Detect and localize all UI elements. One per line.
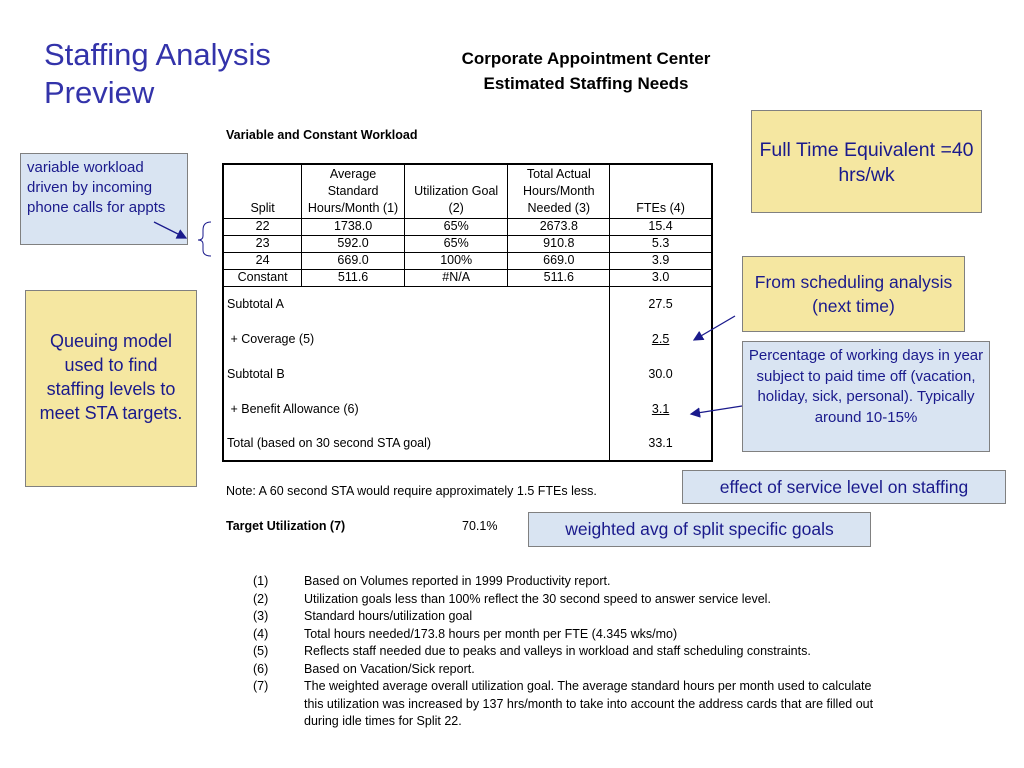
table-cell: 3.9 [610, 252, 712, 269]
callout-paid-time-off: Percentage of working days in year subject to paid time off (vacation, holiday, sick, personal). Typically around 10-15% [742, 341, 990, 452]
table-cell: Constant [223, 269, 302, 286]
callout-weighted-average: weighted avg of split specific goals [528, 512, 871, 547]
summary-label-text: + Benefit Allowance (6) [227, 401, 359, 416]
summary-value-text: 3.1 [651, 401, 670, 416]
arrow-to-coverage [694, 316, 735, 340]
summary-label-text: + Coverage (5) [227, 331, 315, 346]
table-cell: 23 [223, 235, 302, 252]
summary-value: 27.5 [610, 286, 712, 321]
section-label: Variable and Constant Workload [226, 128, 418, 142]
table-cell: 910.8 [508, 235, 610, 252]
footnote-text: Standard hours/utilization goal [304, 609, 473, 623]
summary-label: Subtotal B [223, 356, 610, 391]
summary-label: Total (based on 30 second STA goal) [223, 426, 610, 461]
summary-value: 33.1 [610, 426, 712, 461]
footnote-text: Based on Vacation/Sick report. [304, 661, 475, 676]
column-header-total-hours: Total Actual Hours/Month Needed (3) [508, 164, 610, 218]
table-cell: 3.0 [610, 269, 712, 286]
callout-scheduling-analysis: From scheduling analysis (next time) [742, 256, 965, 332]
table-cell: 65% [404, 235, 508, 252]
summary-value-text: 2.5 [651, 331, 670, 346]
footnote-text: The weighted average overall utilization goal. The average standard hours per month used to calculate this utilization was increased by 137 hrs/month to take into account the address cards that are filled out during idle times for Split 22. [304, 679, 874, 728]
table-cell: 669.0 [302, 252, 405, 269]
summary-label: Subtotal A [223, 286, 610, 321]
table-cell: 511.6 [302, 269, 405, 286]
column-header-avg-hours: Average Standard Hours/Month (1) [302, 164, 405, 218]
table-cell: 511.6 [508, 269, 610, 286]
footnote-number: (3) [253, 609, 269, 623]
table-cell: 24 [223, 252, 302, 269]
footnote-text: Reflects staff needed due to peaks and valleys in workload and staff scheduling constraints. [304, 644, 811, 658]
footnote-number: (2) [253, 591, 269, 606]
callout-service-level-effect: effect of service level on staffing [682, 470, 1006, 504]
footnote-text: Utilization goals less than 100% reflect the 30 second speed to answer service level. [304, 591, 771, 606]
summary-value: 30.0 [610, 356, 712, 391]
target-utilization-value: 70.1% [462, 519, 498, 533]
table-cell: 15.4 [610, 218, 712, 235]
table-cell: 22 [223, 218, 302, 235]
table-cell: 592.0 [302, 235, 405, 252]
callout-variable-workload: variable workload driven by incoming phone calls for appts [20, 153, 188, 245]
table-cell: 5.3 [610, 235, 712, 252]
slide-title: Staffing Analysis Preview [44, 37, 271, 110]
footnote-number: (7) [253, 679, 269, 693]
footnote-number: (6) [253, 661, 269, 676]
sta-note: Note: A 60 second STA would require approximately 1.5 FTEs less. [226, 484, 597, 498]
footnote-text: Based on Volumes reported in 1999 Productivity report. [304, 574, 611, 588]
heading-line-2: Estimated Staffing Needs [483, 74, 689, 93]
table-cell: 1738.0 [302, 218, 405, 235]
table-cell: 2673.8 [508, 218, 610, 235]
callout-queuing-model: Queuing model used to find staffing levels to meet STA targets. [25, 290, 197, 487]
arrow-to-split-rows [154, 222, 186, 238]
heading-line-1: Corporate Appointment Center [461, 49, 711, 68]
column-header-ftes: FTEs (4) [610, 164, 712, 218]
footnote-number: (1) [253, 574, 269, 588]
brace-icon [198, 222, 211, 256]
table-cell: #N/A [404, 269, 508, 286]
footnote-number: (5) [253, 644, 269, 658]
table-cell: 65% [404, 218, 508, 235]
footnote-number: (4) [253, 626, 269, 641]
callout-fte-definition: Full Time Equivalent =40 hrs/wk [751, 110, 982, 213]
column-header-utilization: Utilization Goal (2) [404, 164, 508, 218]
arrow-to-benefit [691, 406, 742, 414]
target-utilization-label: Target Utilization (7) [226, 519, 346, 533]
footnote-text: Total hours needed/173.8 hours per month per FTE (4.345 wks/mo) [304, 626, 678, 641]
table-cell: 669.0 [508, 252, 610, 269]
table-cell: 100% [404, 252, 508, 269]
column-header-split: Split [223, 164, 302, 218]
